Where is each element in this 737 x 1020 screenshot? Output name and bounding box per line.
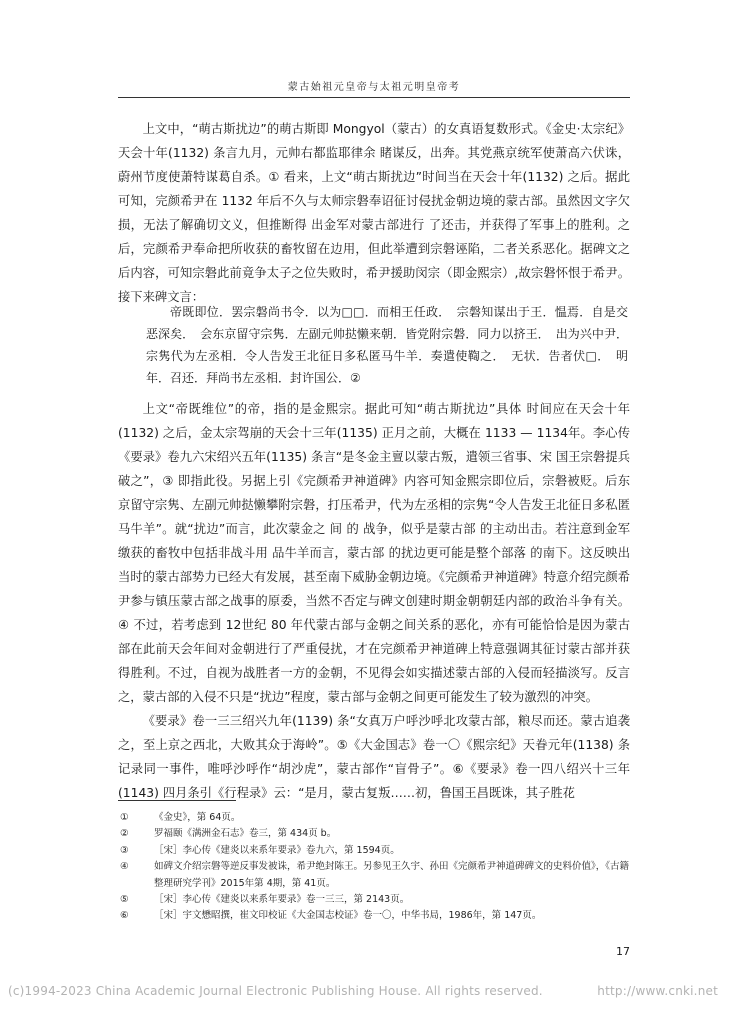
footnote-text: ［宋］宇文懋昭撰，崔文印校证《大金国志校证》卷一〇，中华书局，1986年，第 147页。: [154, 910, 542, 922]
watermark-url[interactable]: http://www.cnki.net: [597, 984, 718, 998]
footnote-text: ［宋］李心传《建炎以来系年要录》卷一三三，第 2143页。: [154, 894, 410, 906]
block-quote: [146, 301, 628, 389]
footnote-mark: ⑤: [120, 894, 129, 906]
footnotes: [118, 810, 630, 925]
footnote-text: 罗福颐《满洲金石志》卷三，第 434页 b。: [154, 828, 337, 840]
footnote-text: ［宋］李心传《建炎以来系年要录》卷九六，第 1594页。: [154, 844, 400, 856]
footnote: [118, 810, 630, 826]
main-text-top: [118, 117, 630, 309]
running-title: 蒙古始祖元皇帝与太祖元明皇帝考: [287, 82, 461, 93]
footnote-mark: ④: [120, 861, 129, 873]
page-number: 17: [616, 945, 630, 958]
copyright-notice: (c)1994-2023 China Academic Journal Electronic Publishing House. All rights reserved.: [8, 984, 543, 998]
footnote: [118, 826, 630, 842]
footnote: [118, 892, 630, 908]
footnote-mark: ②: [120, 828, 129, 840]
footnote: [118, 859, 630, 892]
paragraph-2: 上文“帝既维位”的帝，指的是金熙宗。据此可知“萌古斯扰边”具体 时间应在天会十年(1132) 之后，金太宗驾崩的天会十三年(1135) 正月之前，大概在 1133 — 1134年。李心传《要录》卷九六宋绍兴五年(1135) 条言“是冬金主亶以蒙古叛，遣领三省事、宋 国王宗磐提兵破之”，③ 即指此役。另据上引《完颜希尹神道碑》内容可知金熙宗即位后，宗磐被贬。后东京留守宗隽、左副元帅挞懒攀附宗磐，打压希尹，代为左丞相的宗隽“令人告发王北征日多私匿马牛羊”。就“扰边”而言，此次蒙金之 间 的 战争，似乎是蒙古部 的主动出击。若注意到金军缴获的畜牧中包括非战斗用 品牛羊而言，蒙古部 的扰边更可能是整个部落 的南下。这反映出当时的蒙古部势力已经大有发展，甚至南下威胁金朝边境。《完颜希尹神道碑》特意介绍完颜希尹参与镇压蒙古部之战事的原委，当然不否定与碑文创建时期金朝朝廷内部的政治斗争有关。④ 不过，若考虑到 12世纪 80 年代蒙古部与金朝之间关系的恶化，亦有可能恰恰是因为蒙古部在此前天会年间对金朝进行了严重侵扰，才在完颜希尹神道碑上特意强调其征讨蒙古部并获得胜利。不过，自视为战胜者一方的金朝，不见得会如实描述蒙古部的入侵而轻描淡写。反言之，蒙古部的入侵不只是“扰边”程度，蒙古部与金朝之间更可能发生了较为激烈的冲突。: [118, 402, 630, 704]
header-rule: [118, 97, 630, 98]
footnote-mark: ③: [120, 844, 129, 856]
inscription-quote: 帝既即位．罢宗磐尚书令．以为□□．而相王任政． 宗磐知谋出于王．愠焉．自是交恶深矣． 会东京留守宗隽．左副元帅挞懒来朝．皆党附宗磐．同力以挤王． 出为兴中尹．宗隽代为左丞相．令人告发王北征日多私匿马牛羊．奏遣使鞫之． 无状．告者伏□． 明年．召还．拜尚书左丞相．封许国公．②: [146, 305, 628, 385]
footnote-mark: ①: [120, 812, 129, 823]
main-text-bottom: [118, 397, 630, 805]
footnote-text: 如碑文介绍宗磐等逆反事发被诛，希尹绝封陈王。另参见王久宇、孙田《完颜希尹神道碑碑文的史料价值》，《古籍整理研究学刊》2015年第 4期，第 41页。: [154, 861, 630, 889]
paragraph-1: 上文中，“萌古斯扰边”的萌古斯即 Mongyol（蒙古）的女真语复数形式。《金史·太宗纪》天会十年(1132) 条言九月，元帅右都监耶律余 睹谋反，出奔。其党燕京统军使萧高六伏诛，蔚州节度使萧特谋葛自杀。① 看来，上文“萌古斯扰边”时间当在天会十年(1132) 之后。据此可知，完颜希尹在 1132 年后不久与太师宗磐奉诏征讨侵扰金朝边境的蒙古部。虽然因文字欠损，无法了解确切文义，但推断得 出金军对蒙古部进行 了还击，并获得了军事上的胜利。之后，完颜希尹奉命把所收获的畜牧留在边用，但此举遭到宗磐诬陷，二者关系恶化。据碑文之后内容，可知宗磐此前竟争太子之位失败时，希尹援助闵宗（即金熙宗）,故宗磐怀恨于希尹。接下来碑文言：: [118, 122, 630, 304]
footnote-rule: [118, 800, 236, 801]
footnote-mark: ⑥: [120, 910, 129, 922]
cnki-watermark: [8, 984, 728, 998]
footnote: [118, 843, 630, 859]
paragraph-3: 《要录》卷一三三绍兴九年(1139) 条“女真万户呼沙呼北攻蒙古部，粮尽而还。蒙古追袭之，至上京之西北，大败其众于海岭”。⑤《大金国志》卷一〇《熙宗纪》天眷元年(1138) 条记录同一事件，唯呼沙呼作“胡沙虎”，蒙古部作“盲骨子”。⑥《要录》卷一四八绍兴十三年(1143) 四月条引《行程录》云：“是月，蒙古复叛……初，鲁国王昌既诛，其子胜花: [118, 714, 630, 800]
footnote-text: 《金史》，第 64页。: [154, 812, 241, 823]
footnote: [118, 908, 630, 924]
